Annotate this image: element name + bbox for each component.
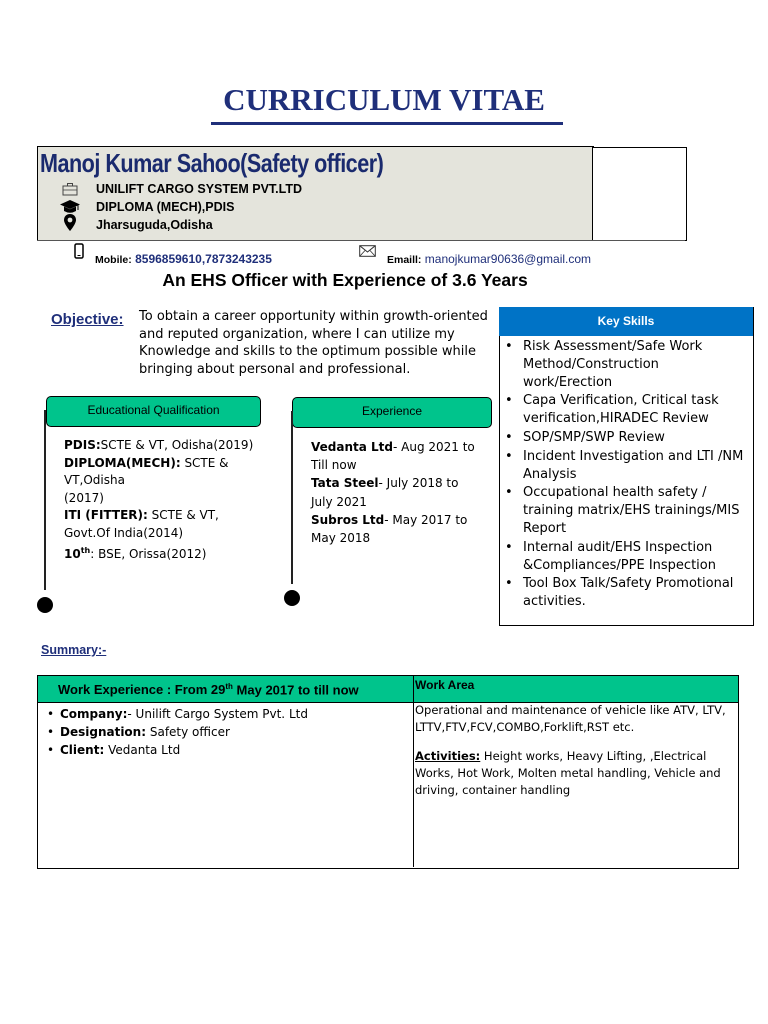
profile-tagline: An EHS Officer with Experience of 3.6 Years: [162, 270, 528, 290]
education-heading: Educational Qualification: [46, 396, 261, 427]
email-label: Emaill:: [387, 254, 422, 266]
work-experience-heading: [38, 676, 415, 703]
header-location: Jharsuguda,Odisha: [96, 218, 213, 232]
key-skills-list: [505, 338, 749, 612]
work-heading-post: May 2017 to till now: [232, 682, 359, 698]
email-line: [387, 252, 591, 266]
experience-period: - May 2017 to May 2018: [311, 512, 468, 546]
experience-company: Subros Ltd: [311, 512, 385, 527]
work-detail-label: Company:: [60, 707, 128, 721]
bullet: •: [505, 393, 513, 409]
header-divider: [37, 240, 685, 241]
mobile-label: Mobile:: [95, 254, 132, 266]
bullet: •: [505, 429, 513, 445]
work-details-list: [47, 705, 308, 759]
activities-label: Activities:: [415, 749, 481, 763]
bullet: •: [505, 539, 513, 555]
work-detail-item: [47, 723, 308, 741]
bullet: •: [47, 743, 55, 757]
work-detail-value: Vedanta Ltd: [104, 743, 181, 757]
header-education: DIPLOMA (MECH),PDIS: [96, 200, 235, 214]
key-skill-text: Incident Investigation and LTI /NM Analysis: [523, 448, 744, 482]
bullet: •: [505, 576, 513, 592]
phone-icon: [74, 243, 84, 259]
work-area-heading: [414, 676, 738, 703]
education-item-detail: SCTE & VT,Odisha: [64, 455, 229, 487]
experience-period: - Aug 2021 to Till now: [311, 440, 475, 473]
education-item-title: ITI (FITTER):: [64, 508, 148, 522]
experience-timeline-dot: [284, 590, 300, 606]
bullet: •: [505, 448, 513, 464]
experience-company: Vedanta Ltd: [311, 440, 393, 454]
work-detail-label: Client:: [60, 743, 105, 757]
experience-period: - July 2018 to July 2021: [311, 476, 459, 509]
briefcase-icon: [62, 182, 78, 196]
education-item-title: 10: [64, 547, 81, 561]
email-value[interactable]: manojkumar90636@gmail.com: [424, 252, 592, 266]
experience-item: [311, 511, 483, 547]
education-timeline-line: [44, 410, 46, 590]
work-detail-label: Designation:: [60, 725, 147, 739]
key-skill-item: [505, 575, 749, 611]
objective-colon: :: [118, 311, 124, 328]
candidate-name: Manoj Kumar Sahoo(Safety officer): [40, 148, 384, 178]
key-skills-heading: Key Skills: [499, 307, 753, 336]
education-item: [64, 542, 254, 564]
education-item-title: DIPLOMA(MECH):: [64, 455, 181, 470]
education-item-sup: th: [80, 546, 91, 555]
objective-label-text: Objective: [51, 311, 119, 328]
key-skill-text: Occupational health safety / training matrix/EHS trainings/MIS Report: [523, 485, 740, 536]
photo-placeholder: [592, 147, 687, 241]
education-item-detail: (2017): [64, 490, 104, 505]
education-item-detail: SCTE & VT, Govt.Of India(2014): [64, 508, 219, 540]
key-skill-text: Tool Box Talk/Safety Promotional activities.: [523, 576, 734, 610]
key-skill-text: Internal audit/EHS Inspection &Compliances/PPE Inspection: [523, 539, 716, 573]
title-underline: [211, 122, 563, 125]
objective-text: To obtain a career opportunity within growth-oriented and reputed organization, where I can utilize my Knowledge and skills to the optimum possible while bringing about personal and professional.: [139, 309, 488, 377]
key-skill-item: [505, 448, 749, 484]
education-list: [64, 437, 254, 564]
education-item-detail: SCTE & VT, Odisha(2019): [100, 438, 254, 452]
mobile-line: [95, 252, 272, 266]
key-skill-item: [505, 484, 749, 537]
key-skill-item: [505, 429, 749, 447]
bullet: •: [47, 725, 55, 739]
summary-label: Summary:-: [41, 643, 107, 657]
envelope-icon: [359, 245, 376, 257]
education-item-title: PDIS:: [64, 438, 101, 452]
education-timeline-dot: [37, 597, 53, 613]
key-skill-item: [505, 338, 749, 391]
activities-block: [415, 748, 735, 799]
activities-text: Height works, Heavy Lifting, ,Electrical Works, Hot Work, Molten metal handling, Vehicle and driving, container handling: [415, 749, 721, 797]
education-item: [64, 455, 254, 490]
experience-item: [311, 474, 483, 510]
objective-label: [51, 311, 124, 328]
work-detail-item: [47, 705, 308, 723]
education-item: [64, 507, 254, 542]
key-skill-text: Capa Verification, Critical task verification,HIRADEC Review: [523, 393, 719, 427]
header-company: UNILIFT CARGO SYSTEM PVT.LTD: [96, 182, 303, 196]
work-detail-value: - Unilift Cargo System Pvt. Ltd: [127, 707, 308, 721]
experience-timeline-line: [291, 411, 293, 584]
work-detail-item: [47, 741, 308, 759]
education-item: [64, 437, 254, 455]
work-area-text: Operational and maintenance of vehicle like ATV, LTV, LTTV,FTV,FCV,COMBO,Forklift,RST etc.: [415, 703, 726, 734]
table-column-divider: [413, 676, 414, 867]
experience-list: [311, 438, 483, 547]
bullet: •: [505, 485, 513, 501]
work-area-cell: [415, 702, 735, 799]
key-skill-text: SOP/SMP/SWP Review: [523, 429, 665, 445]
location-pin-icon: [63, 213, 77, 233]
bullet: •: [47, 707, 55, 721]
bullet: •: [505, 339, 513, 354]
work-area-heading-text: Work Area: [415, 678, 475, 692]
key-skill-item: [505, 539, 749, 575]
work-detail-value: Safety officer: [146, 725, 230, 739]
experience-heading: Experience: [292, 397, 492, 428]
work-heading-pre: Work Experience : From 29: [58, 682, 226, 698]
document-title: CURRICULUM VITAE: [223, 82, 545, 117]
experience-item: [311, 438, 483, 474]
mobile-value[interactable]: 8596859610,7873243235: [135, 252, 272, 266]
education-item-detail: : BSE, Orissa(2012): [90, 547, 207, 561]
key-skill-text: Risk Assessment/Safe Work Method/Construction work/Erection: [523, 339, 703, 390]
education-item: [64, 490, 254, 508]
key-skill-item: [505, 392, 749, 428]
experience-company: Tata Steel: [311, 476, 379, 491]
work-heading-sup: th: [225, 682, 233, 691]
